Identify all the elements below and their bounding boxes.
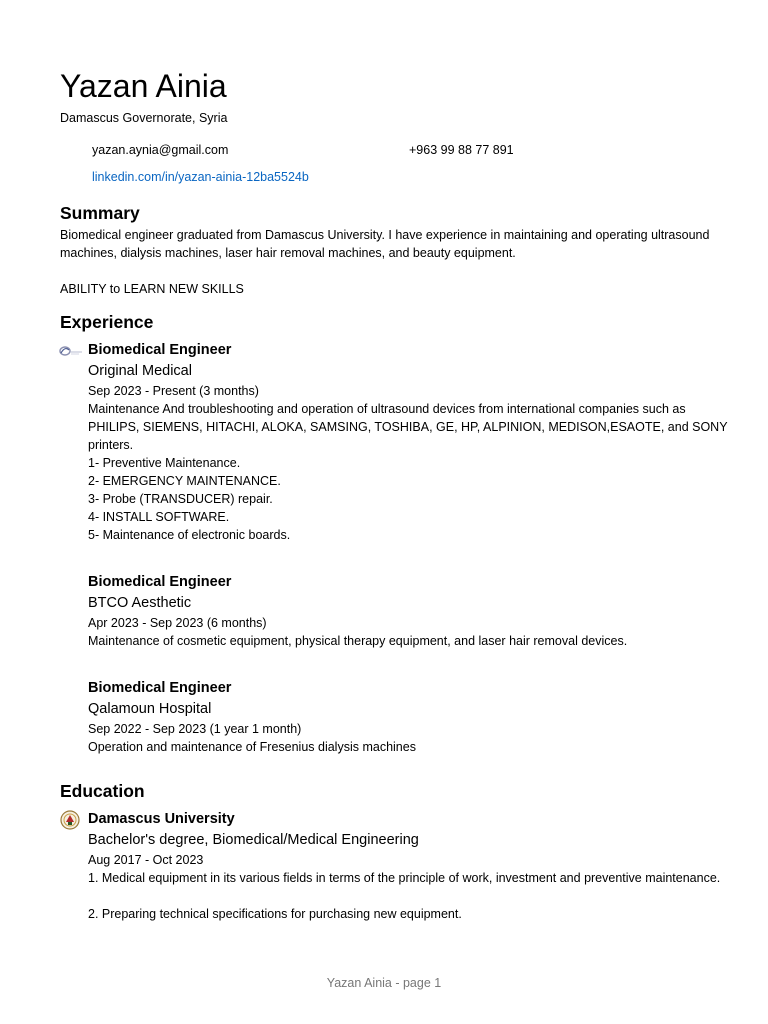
damascus-university-seal-icon — [60, 809, 80, 831]
education-description-spacer — [88, 887, 728, 905]
summary-heading: Summary — [60, 203, 140, 223]
contact-phone[interactable]: +963 99 88 77 891 — [409, 143, 514, 157]
education-entry — [88, 809, 728, 923]
job-title: Biomedical Engineer — [88, 680, 232, 696]
job-dates: Sep 2023 - Present (3 months) — [88, 384, 259, 398]
job-dates: Apr 2023 - Sep 2023 (6 months) — [88, 616, 267, 630]
experience-heading: Experience — [60, 312, 154, 332]
job-description-line: Operation and maintenance of Fresenius dialysis machines — [88, 740, 416, 754]
candidate-location: Damascus Governorate, Syria — [60, 111, 228, 125]
job-title: Biomedical Engineer — [88, 342, 232, 358]
job-description — [88, 632, 728, 650]
company-name: Qalamoun Hospital — [88, 701, 212, 717]
job-description-line: 3- Probe (TRANSDUCER) repair. — [88, 492, 273, 506]
job-title: Biomedical Engineer — [88, 574, 232, 590]
education-heading: Education — [60, 781, 145, 801]
education-description — [88, 869, 728, 923]
candidate-name: Yazan Ainia — [60, 68, 227, 104]
contact-email[interactable]: yazan.aynia@gmail.com — [92, 143, 229, 157]
original-medical-logo-icon — [58, 344, 84, 358]
company-name: Original Medical — [88, 363, 192, 379]
page-footer: Yazan Ainia - page 1 — [326, 976, 442, 990]
company-name: BTCO Aesthetic — [88, 595, 192, 611]
job-description-line: 5- Maintenance of electronic boards. — [88, 528, 291, 542]
job-description — [88, 400, 728, 544]
experience-entry — [88, 572, 728, 650]
job-description-line: 4- INSTALL SOFTWARE. — [88, 510, 230, 524]
job-description-line: Maintenance of cosmetic equipment, physical therapy equipment, and laser hair removal devices. — [88, 634, 628, 648]
school-name: Damascus University — [88, 811, 235, 827]
experience-entry — [88, 678, 728, 756]
linkedin-link[interactable]: linkedin.com/in/yazan-ainia-12ba5524b — [92, 170, 309, 184]
job-dates: Sep 2022 - Sep 2023 (1 year 1 month) — [88, 722, 302, 736]
job-description-line: Maintenance And troubleshooting and operation of ultrasound devices from international companies such as PHILIPS, SIEMENS, HITACHI, ALOKA, SAMSING, TOSHIBA, GE, HP, ALPINION, MEDISON,ESAOTE, and SONY printers. — [88, 402, 728, 452]
job-description — [88, 738, 728, 756]
education-description-line: 1. Medical equipment in its various fields in terms of the principle of work, investment and preventive maintenance. — [88, 871, 721, 885]
job-description-line: 1- Preventive Maintenance. — [88, 456, 241, 470]
education-description-line: 2. Preparing technical specifications for purchasing new equipment. — [88, 907, 462, 921]
job-description-line: 2- EMERGENCY MAINTENANCE. — [88, 474, 281, 488]
summary-skills: ABILITY to LEARN NEW SKILLS — [60, 282, 244, 296]
education-dates: Aug 2017 - Oct 2023 — [88, 853, 204, 867]
summary-text: Biomedical engineer graduated from Damascus University. I have experience in maintaining and operating ultrasound machines, dialysis machines, laser hair removal machines, and beauty equipment. — [60, 228, 710, 260]
experience-entry — [88, 340, 728, 544]
degree: Bachelor's degree, Biomedical/Medical Engineering — [88, 832, 419, 848]
